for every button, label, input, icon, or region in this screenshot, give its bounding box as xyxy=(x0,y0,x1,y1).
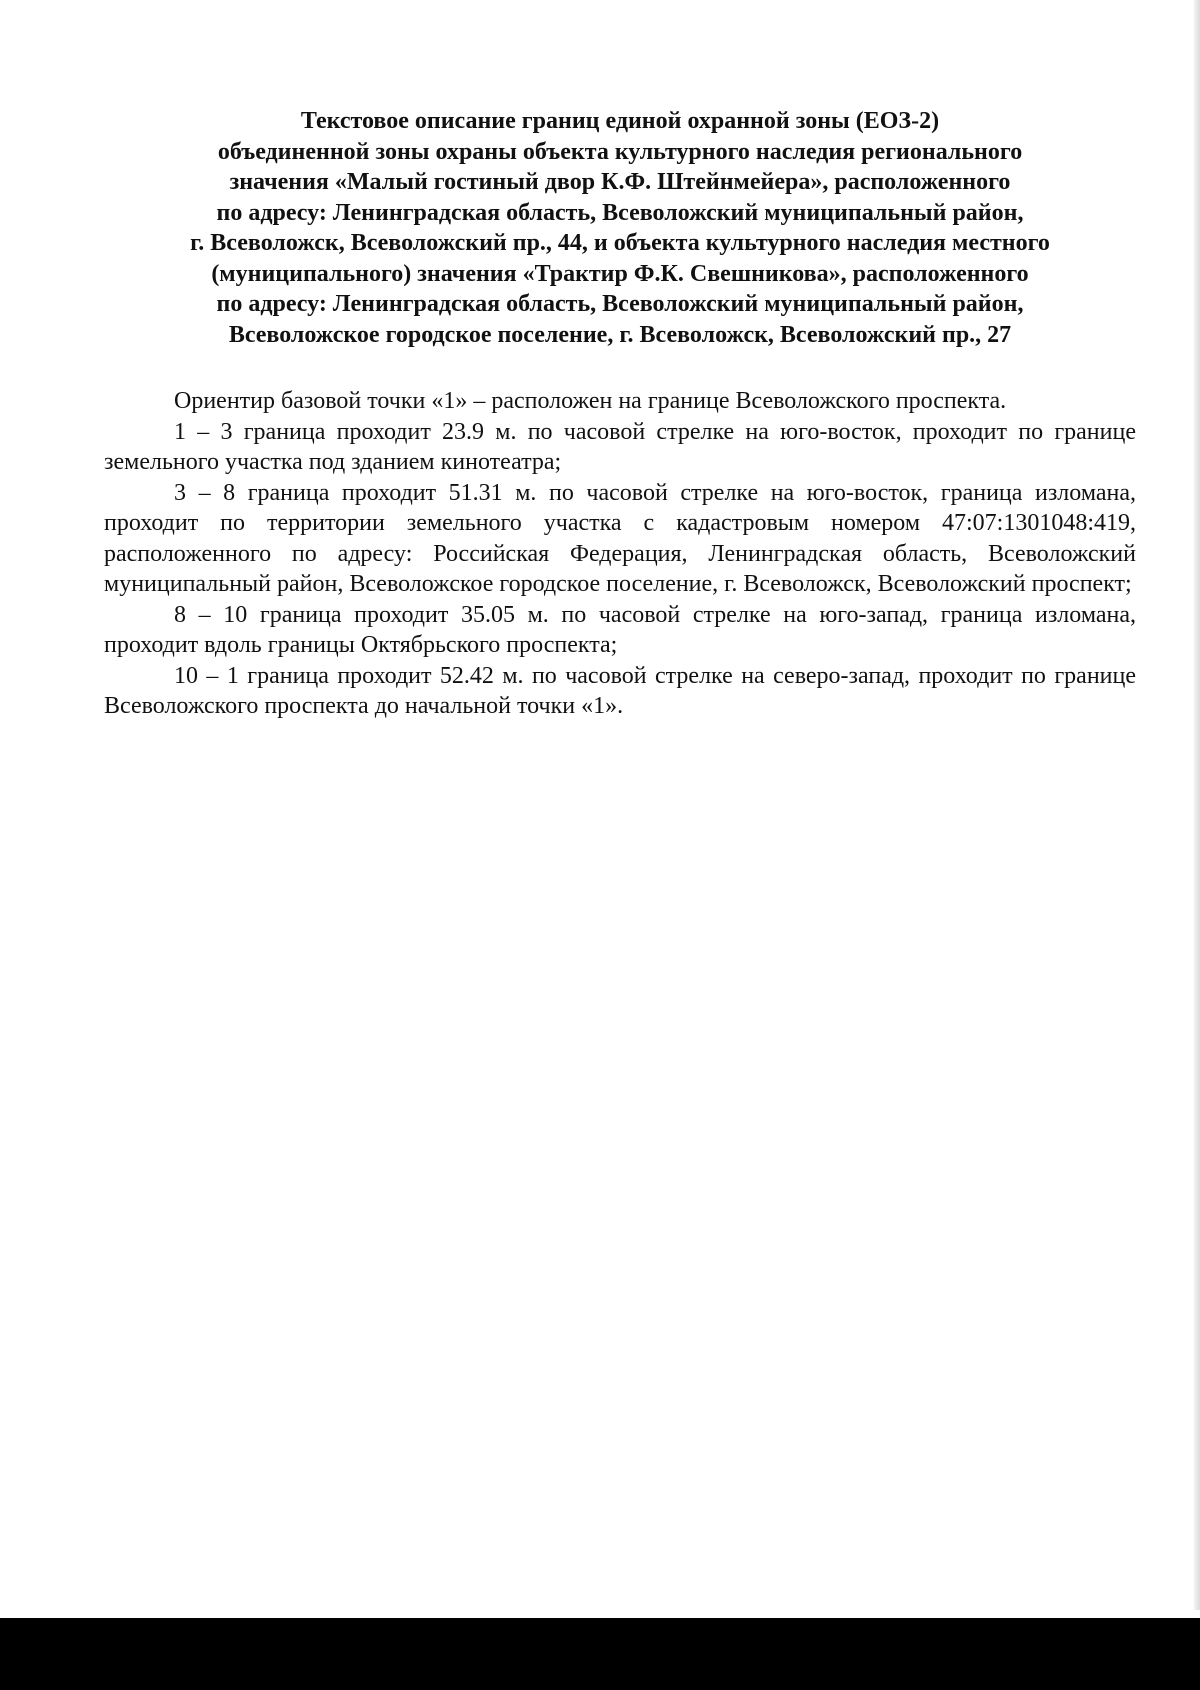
title-line: по адресу: Ленинградская область, Всеволожский муниципальный район, xyxy=(216,199,1024,226)
document-title xyxy=(104,106,1136,350)
title-line: Текстовое описание границ единой охранной зоны (ЕОЗ-2) xyxy=(300,108,940,134)
scan-bottom-band xyxy=(0,1618,1200,1690)
title-line: (муниципального) значения «Трактир Ф.К. Свешникова», расположенного xyxy=(211,260,1029,287)
paragraph-base-point: Ориентир базовой точки «1» – расположен на границе Всеволожского проспекта. xyxy=(174,388,1007,414)
document-body xyxy=(104,386,1136,722)
paragraph-segment-8-10: 8 – 10 граница проходит 35.05 м. по часовой стрелке на юго-запад, граница изломана, проходит вдоль границы Октябрьского проспекта; xyxy=(104,601,1136,658)
document-content xyxy=(104,106,1136,722)
paragraph-segment-1-3: 1 – 3 граница проходит 23.9 м. по часовой стрелке на юго-восток, проходит по границе земельного участка под зданием кинотеатра; xyxy=(104,418,1136,475)
title-line: по адресу: Ленинградская область, Всеволожский муниципальный район, xyxy=(216,291,1024,317)
paragraph-segment-10-1: 10 – 1 граница проходит 52.42 м. по часовой стрелке на северо-запад, проходит по границе Всеволожского проспекта до начальной точки «1». xyxy=(104,662,1136,719)
paragraph-segment-3-8: 3 – 8 граница проходит 51.31 м. по часовой стрелке на юго-восток, граница изломана, проходит по территории земельного участка с кадастровым номером 47:07:1301048:419, расположенного по адресу: Российская Федерация, Ленинградская область, Всеволожский муниципальный район, Всеволожское городское поселение, г. Всеволожск, Всеволожский проспект; xyxy=(104,479,1136,597)
page-edge-shadow xyxy=(1194,0,1200,1610)
title-line: г. Всеволожск, Всеволожский пр., 44, и объекта культурного наследия местного xyxy=(190,230,1050,256)
title-line: Всеволожское городское поселение, г. Всеволожск, Всеволожский пр., 27 xyxy=(228,321,1012,348)
title-line: объединенной зоны охраны объекта культурного наследия регионального xyxy=(217,138,1023,165)
title-line: значения «Малый гостиный двор К.Ф. Штейнмейера», расположенного xyxy=(229,169,1011,195)
